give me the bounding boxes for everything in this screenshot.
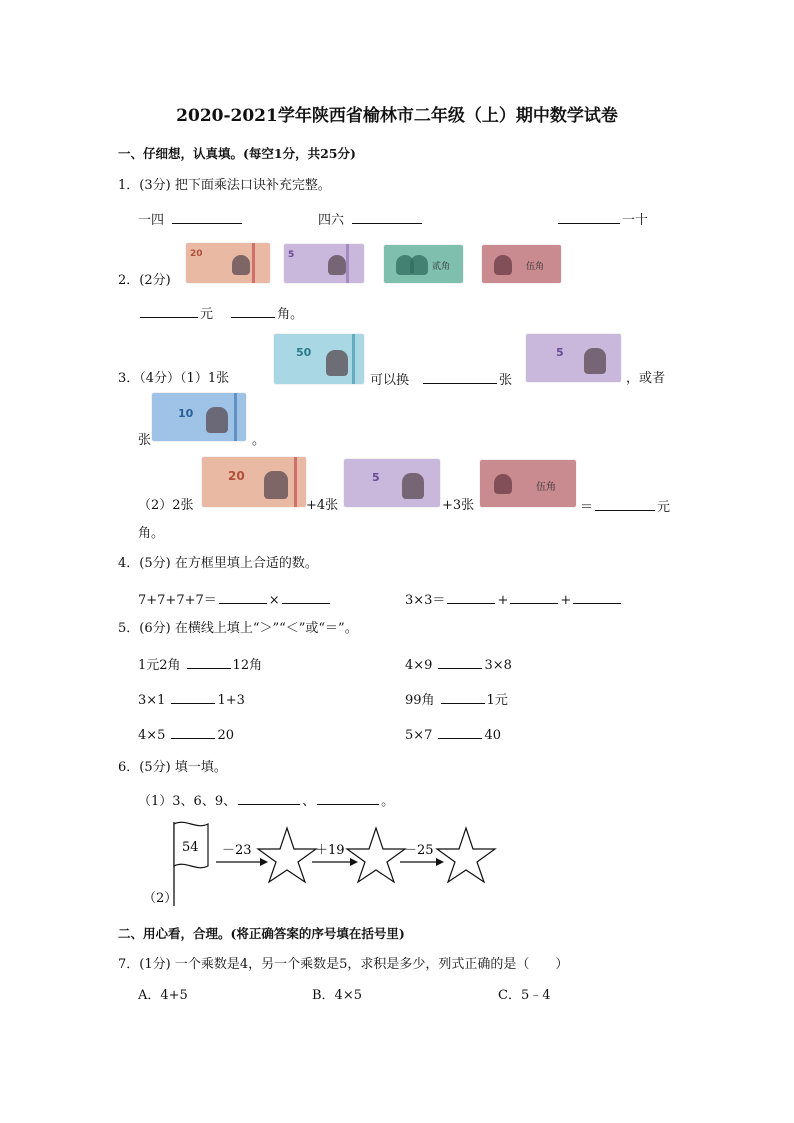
q1-a-blank[interactable] [172,211,242,224]
q3-line1-prefix: 3．（4分）（1）1张 [118,371,230,386]
q6-sequence: （1）3、6、9、 [138,794,237,809]
q5-right: 1+3 [217,693,245,708]
banknote-text: 贰角 [432,262,451,272]
banknote-value: 5 [288,250,295,260]
q5-blank[interactable] [171,691,215,704]
banknote-5-jiao [480,460,576,507]
q4-right-blank-3[interactable] [573,591,621,604]
banknote-10-yuan [152,393,246,441]
arrowhead-icon [350,858,358,866]
figures-icon [494,474,512,494]
star-icon[interactable] [258,828,316,882]
q5-right: 1元 [486,693,508,708]
op-1: －23 [222,843,252,858]
q5-blank[interactable] [171,726,215,739]
q3-line1-mid [370,371,512,389]
figures-icon [410,255,428,275]
portrait-icon [584,348,606,374]
q5-left: 5×7 [405,728,433,743]
q3-line2-zhang: 张 [138,433,152,448]
q7-option-c[interactable]: C．5﹣4 [498,988,551,1003]
q4-plus-1: + [497,593,509,608]
q4-right-blank-1[interactable] [447,591,495,604]
q3-line3-p4: +4张 [306,498,339,513]
q3-line2-end: 。 [252,433,266,448]
banknote-5-yuan [344,459,440,507]
q4-left-expr: 7+7+7+7＝ [138,593,217,608]
q1-a-label: 一四 [138,213,165,228]
banknote-value: 5 [556,346,564,359]
q5-left: 99角 [405,693,435,708]
q5-item [138,656,262,674]
q1-stem: 1．(3分) 把下面乘法口诀补充完整。 [118,178,331,193]
security-stripe [252,243,255,283]
portrait-icon [206,407,228,433]
q1-item-c [556,211,648,229]
portrait-icon [328,255,346,275]
flag-value: 54 [182,840,199,855]
banknote-5-yuan [284,244,364,283]
q5-left: 3×1 [138,693,166,708]
q5-item [138,691,245,709]
q6-flow-diagram [160,818,500,908]
q1-item-a [138,211,244,229]
q5-item [138,726,234,744]
banknote-5-jiao [482,245,561,283]
q6-blank-2[interactable] [317,792,379,805]
security-stripe [234,393,237,441]
q5-left: 1元2角 [138,658,181,673]
q1-item-b [318,211,424,229]
q3-exchange-text: 可以换 [370,373,410,388]
q4-left-blank-1[interactable] [219,591,267,604]
banknote-1-jiao [384,245,463,283]
q5-blank[interactable] [438,726,482,739]
section-2-heading: 二、用心看，合理。(将正确答案的序号填在括号里) [118,926,405,941]
star-icon[interactable] [347,828,405,882]
q5-left: 4×9 [405,658,433,673]
q6-blank-1[interactable] [238,792,300,805]
q4-left [138,591,332,609]
portrait-icon [402,473,424,499]
q2-yuan-label: 元 [200,307,214,322]
q4-stem: 4．(5分) 在方框里填上合适的数。 [118,556,318,571]
q4-left-blank-2[interactable] [282,591,330,604]
q3-or: ，或者 [626,371,666,386]
q2-answer-line [138,305,303,323]
q6-part2-label: （2） [143,891,178,906]
banknote-value: 10 [178,407,194,420]
banknote-text: 伍角 [526,262,545,272]
q5-right: 40 [484,728,501,743]
q4-right-blank-2[interactable] [510,591,558,604]
star-icon[interactable] [437,828,495,882]
banknote-value: 5 [372,471,380,484]
q1-b-label: 四六 [318,213,345,228]
banknote-20-yuan [202,457,306,507]
banknote-value: 20 [190,249,203,259]
q5-blank[interactable] [187,656,231,669]
q5-right: 12角 [232,658,263,673]
q2-jiao-blank[interactable] [231,305,275,318]
q3-line1 [118,371,229,387]
figures-icon [494,255,512,275]
q4-plus-2: + [560,593,572,608]
q3-line4: 角。 [138,526,165,541]
q5-item [405,656,512,674]
q7-option-b[interactable]: B．4×5 [312,988,362,1003]
q4-right-expr: 3×3＝ [405,593,446,608]
banknote-value: 20 [228,469,245,483]
q1-c-blank[interactable] [558,211,620,224]
q6-period: 。 [381,794,395,809]
q1-c-label: 一十 [622,213,649,228]
op-3: －25 [404,843,434,858]
q6-part1 [138,792,394,810]
q3-yuan-label: 元 [657,500,671,515]
q3-exchange-blank[interactable] [423,371,497,384]
arrowhead-icon [436,858,444,866]
banknote-text: 伍角 [536,482,556,493]
arrowhead-icon [260,858,268,866]
q5-item [405,691,508,709]
q5-item [405,726,501,744]
portrait-icon [326,350,348,376]
q5-blank[interactable] [441,691,485,704]
security-stripe [352,334,355,384]
security-stripe [294,457,297,507]
q1-b-blank[interactable] [352,211,422,224]
portrait-icon [232,255,250,275]
banknote-5-yuan [526,334,621,382]
q4-times: × [268,593,280,608]
section-1-heading: 一、仔细想，认真填。(每空1分，共25分) [118,146,356,161]
q7-option-a[interactable]: A．4+5 [138,988,188,1003]
q3-line3-eq [580,498,670,516]
op-2: ＋19 [315,843,345,858]
q2-jiao-label: 角。 [277,307,304,322]
banknote-value: 50 [296,346,312,359]
banknote-20-yuan [186,243,270,283]
q7-stem: 7．(1分) 一个乘数是4，另一个乘数是5，求积是多少，列式正确的是（ ） [118,957,569,972]
q3-zhang-label: 张 [499,373,513,388]
banknote-50-yuan [274,334,364,384]
portrait-icon [264,471,288,499]
q5-right: 20 [217,728,234,743]
q2-yuan-blank[interactable] [140,305,198,318]
q3-line3-p3: +3张 [442,498,475,513]
security-stripe [346,244,349,283]
q5-stem: 5．(6分) 在横线上填上“＞”“＜”或“＝”。 [118,621,358,636]
q3-equals: ＝ [580,500,594,515]
q5-right: 3×8 [484,658,512,673]
q5-blank[interactable] [438,656,482,669]
q4-right [405,591,623,609]
q5-left: 4×5 [138,728,166,743]
q3-yuan-blank[interactable] [595,498,655,511]
page-title: 2020-2021学年陕西省榆林市二年级（上）期中数学试卷 [176,106,618,126]
q6-separator: 、 [302,794,316,809]
q3-line3-pre: （2）2张 [138,498,194,513]
q6-stem: 6．(5分) 填一填。 [118,760,227,775]
q2-stem: 2．(2分) [118,273,171,288]
